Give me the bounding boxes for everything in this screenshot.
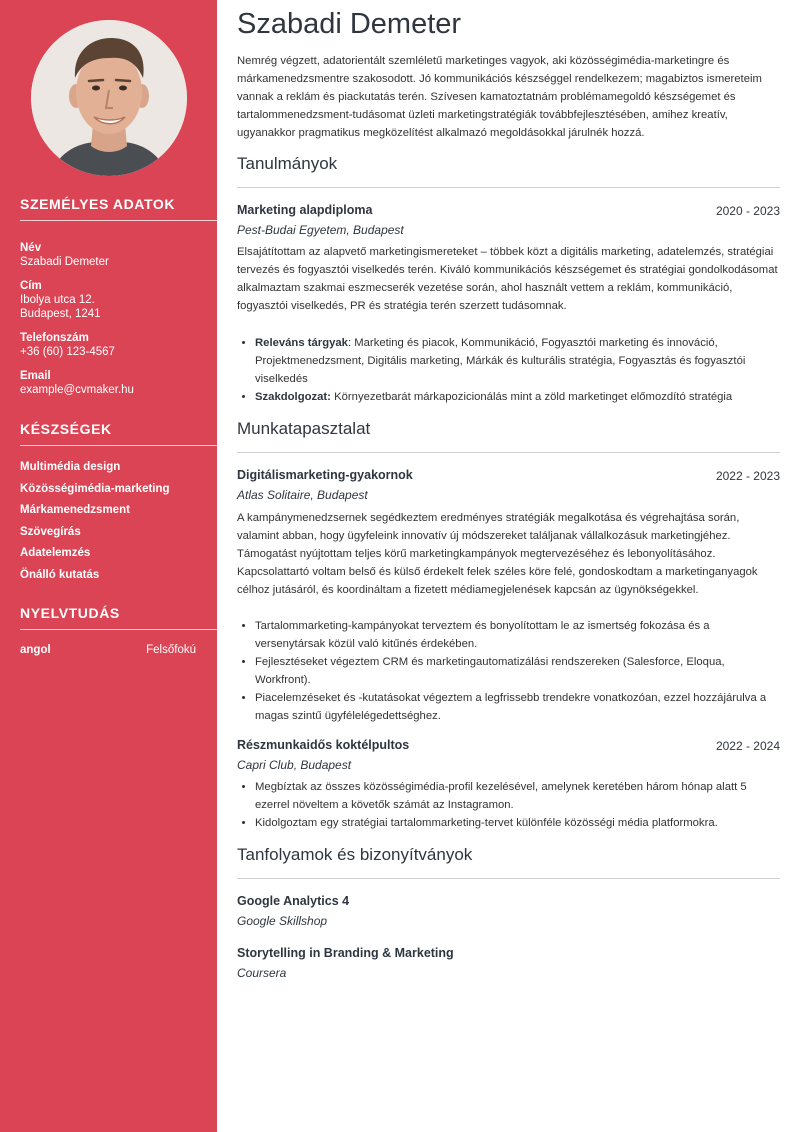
skills-heading: KÉSZSÉGEK xyxy=(20,421,217,446)
education-entry-institution: Pest-Budai Egyetem, Budapest xyxy=(237,223,404,237)
language-level: Felsőfokú xyxy=(146,644,196,656)
skill-item: Márkamenedzsment xyxy=(20,504,130,516)
name-value: Szabadi Demeter xyxy=(20,256,109,268)
bullet-label: Releváns tárgyak xyxy=(255,337,348,349)
phone-label: Telefonszám xyxy=(20,332,89,344)
email-label: Email xyxy=(20,370,51,382)
language-row xyxy=(20,644,196,656)
address-line-1: Ibolya utca 12. xyxy=(20,294,95,306)
bullet-label: Szakdolgozat: xyxy=(255,391,331,403)
experience-entry-company: Capri Club, Budapest xyxy=(237,758,352,772)
experience-entry-title: Részmunkaidős koktélpultos xyxy=(237,738,410,752)
list-item xyxy=(255,334,780,388)
candidate-name: Szabadi Demeter xyxy=(237,8,462,40)
language-name: angol xyxy=(20,644,51,656)
skill-item: Adatelemzés xyxy=(20,547,91,559)
list-item: • Fejlesztéseket végeztem CRM és marketingautomatizálási rendszereken (Salesforce, Eloqua, Workfront). xyxy=(255,653,780,689)
section-divider xyxy=(237,187,780,188)
skill-item: Önálló kutatás xyxy=(20,568,100,581)
experience-entry-title: Digitálismarketing-gyakornok xyxy=(237,468,413,482)
skill-item: Közösségimédia-marketing xyxy=(20,482,170,495)
course-provider: Google Skillshop xyxy=(237,914,328,928)
experience-bullet-list xyxy=(237,617,780,725)
bullet-text: Környezetbarát márkapozicionálás mint a zöld marketinget előmozdító stratégia xyxy=(334,391,733,403)
education-entry-title: Marketing alapdiploma xyxy=(237,203,373,217)
profile-photo xyxy=(31,20,187,176)
languages-section xyxy=(20,605,217,656)
sidebar xyxy=(0,0,217,1132)
experience-entry-company: Atlas Solitaire, Budapest xyxy=(237,488,368,502)
experience-entry-date: 2022 - 2023 xyxy=(715,469,780,483)
skill-item: Multimédia design xyxy=(20,461,121,473)
personal-info-heading: SZEMÉLYES ADATOK xyxy=(20,196,217,221)
list-item: • Piacelemzéseket és -kutatásokat végeztem a legfrissebb trendekre vonatkozóan, ezzel hozzájárulva a magas szintű ügyfélelégedettséghez. xyxy=(255,689,780,725)
list-item: • Kidolgoztam egy stratégiai tartalommarketing-tervet különféle közösségi média platformokra. xyxy=(255,814,780,832)
skills-section xyxy=(20,421,217,589)
languages-heading: NYELVTUDÁS xyxy=(20,605,217,630)
phone-value: +36 (60) 123-4567 xyxy=(20,346,115,358)
section-divider xyxy=(237,878,780,879)
bullet-text: Marketing és piacok, Kommunikáció, Fogyasztói marketing és innováció, Projektmenedzsment, Digitális marketing, Márkák és kulturális stratégia, Fogyasztás és fogyasztói viselkedés xyxy=(255,337,746,385)
experience-bullet-list xyxy=(237,778,780,832)
education-entry-description: Elsajátítottam az alapvető marketingismereteket – többek közt a digitális marketing, adatelemzés, stratégiai tervezés és fogyasztói viselkedés terén. Kiváló kommunikációs készségemet és stratégiai gondolkodásomat alkalmaztam szakmai eszmecserék vezetése során, ahol használt vettem a reklám, kommunikáció, fogyasztói viselkedés, PR és stratégia terén szerzett tudásomnak. xyxy=(237,246,778,312)
list-item xyxy=(255,388,780,406)
address-label: Cím xyxy=(20,280,42,292)
name-label: Név xyxy=(20,242,42,254)
section-divider xyxy=(237,452,780,453)
course-provider: Coursera xyxy=(237,966,287,980)
profile-summary: Nemrég végzett, adatorientált szemléletű marketinges vagyok, aki közösségimédia-marketingre és márkamenedzsmentre szakosodott. Jó kommunikációs készséggel rendelkezem; magabiztos ismereteim vannak a reklám és piackutatás terén. Szívesen kamatoztatnám problémamegoldó készségemet és tartalommenedzsment-tudásomat üzleti marketingstratégiák továbbfejlesztésében, amihez kreatív, ugyanakkor pragmatikus megközelítést alkalmazó megoldásokkal járulnék hozzá. xyxy=(237,55,762,139)
email-value: example@cvmaker.hu xyxy=(20,384,134,396)
list-item: • Tartalommarketing-kampányokat terveztem és bonyolítottam le az ismertség fokozása és a versenytársak közül való kitűnés érdekében. xyxy=(255,617,780,653)
experience-entry-description: A kampánymenedzsernek segédkeztem eredményes stratégiák megalkotása és végrehajtása során, valamint abban, hogy ügyfeleink innovatív új módszereket találjanak vállalkozásuk marketingjéhez. Támogatást nyújtottam teljes körű marketingkampányok megtervezéséhez és lebonyolításához. Kapcsolattartó voltam belső és külső érdekelt felek széles köre felé, gondoskodtam a marketinganyagok célhoz jutásáról, és koordináltam a fizetett médiamegjelenések kapcsán az ügynökségekkel. xyxy=(237,512,758,596)
education-entry-date: 2020 - 2023 xyxy=(715,204,780,218)
education-bullet-list xyxy=(237,334,780,406)
address-line-2: Budapest, 1241 xyxy=(20,308,101,320)
bullet-separator: : xyxy=(347,337,355,349)
list-item: • Megbíztak az összes közösségimédia-profil kezelésével, amelynek keretében három hónap alatt 5 ezerrel növeltem a követők számát az Instagramon. xyxy=(255,778,780,814)
experience-entry-date: 2022 - 2024 xyxy=(715,739,780,753)
skill-item: Szövegírás xyxy=(20,525,81,538)
education-heading: Tanulmányok xyxy=(237,154,338,173)
course-title: Storytelling in Branding & Marketing xyxy=(237,946,454,960)
courses-heading: Tanfolyamok és bizonyítványok xyxy=(237,845,473,864)
experience-heading: Munkatapasztalat xyxy=(237,419,371,438)
course-title: Google Analytics 4 xyxy=(237,894,350,908)
personal-info-section xyxy=(20,196,217,397)
